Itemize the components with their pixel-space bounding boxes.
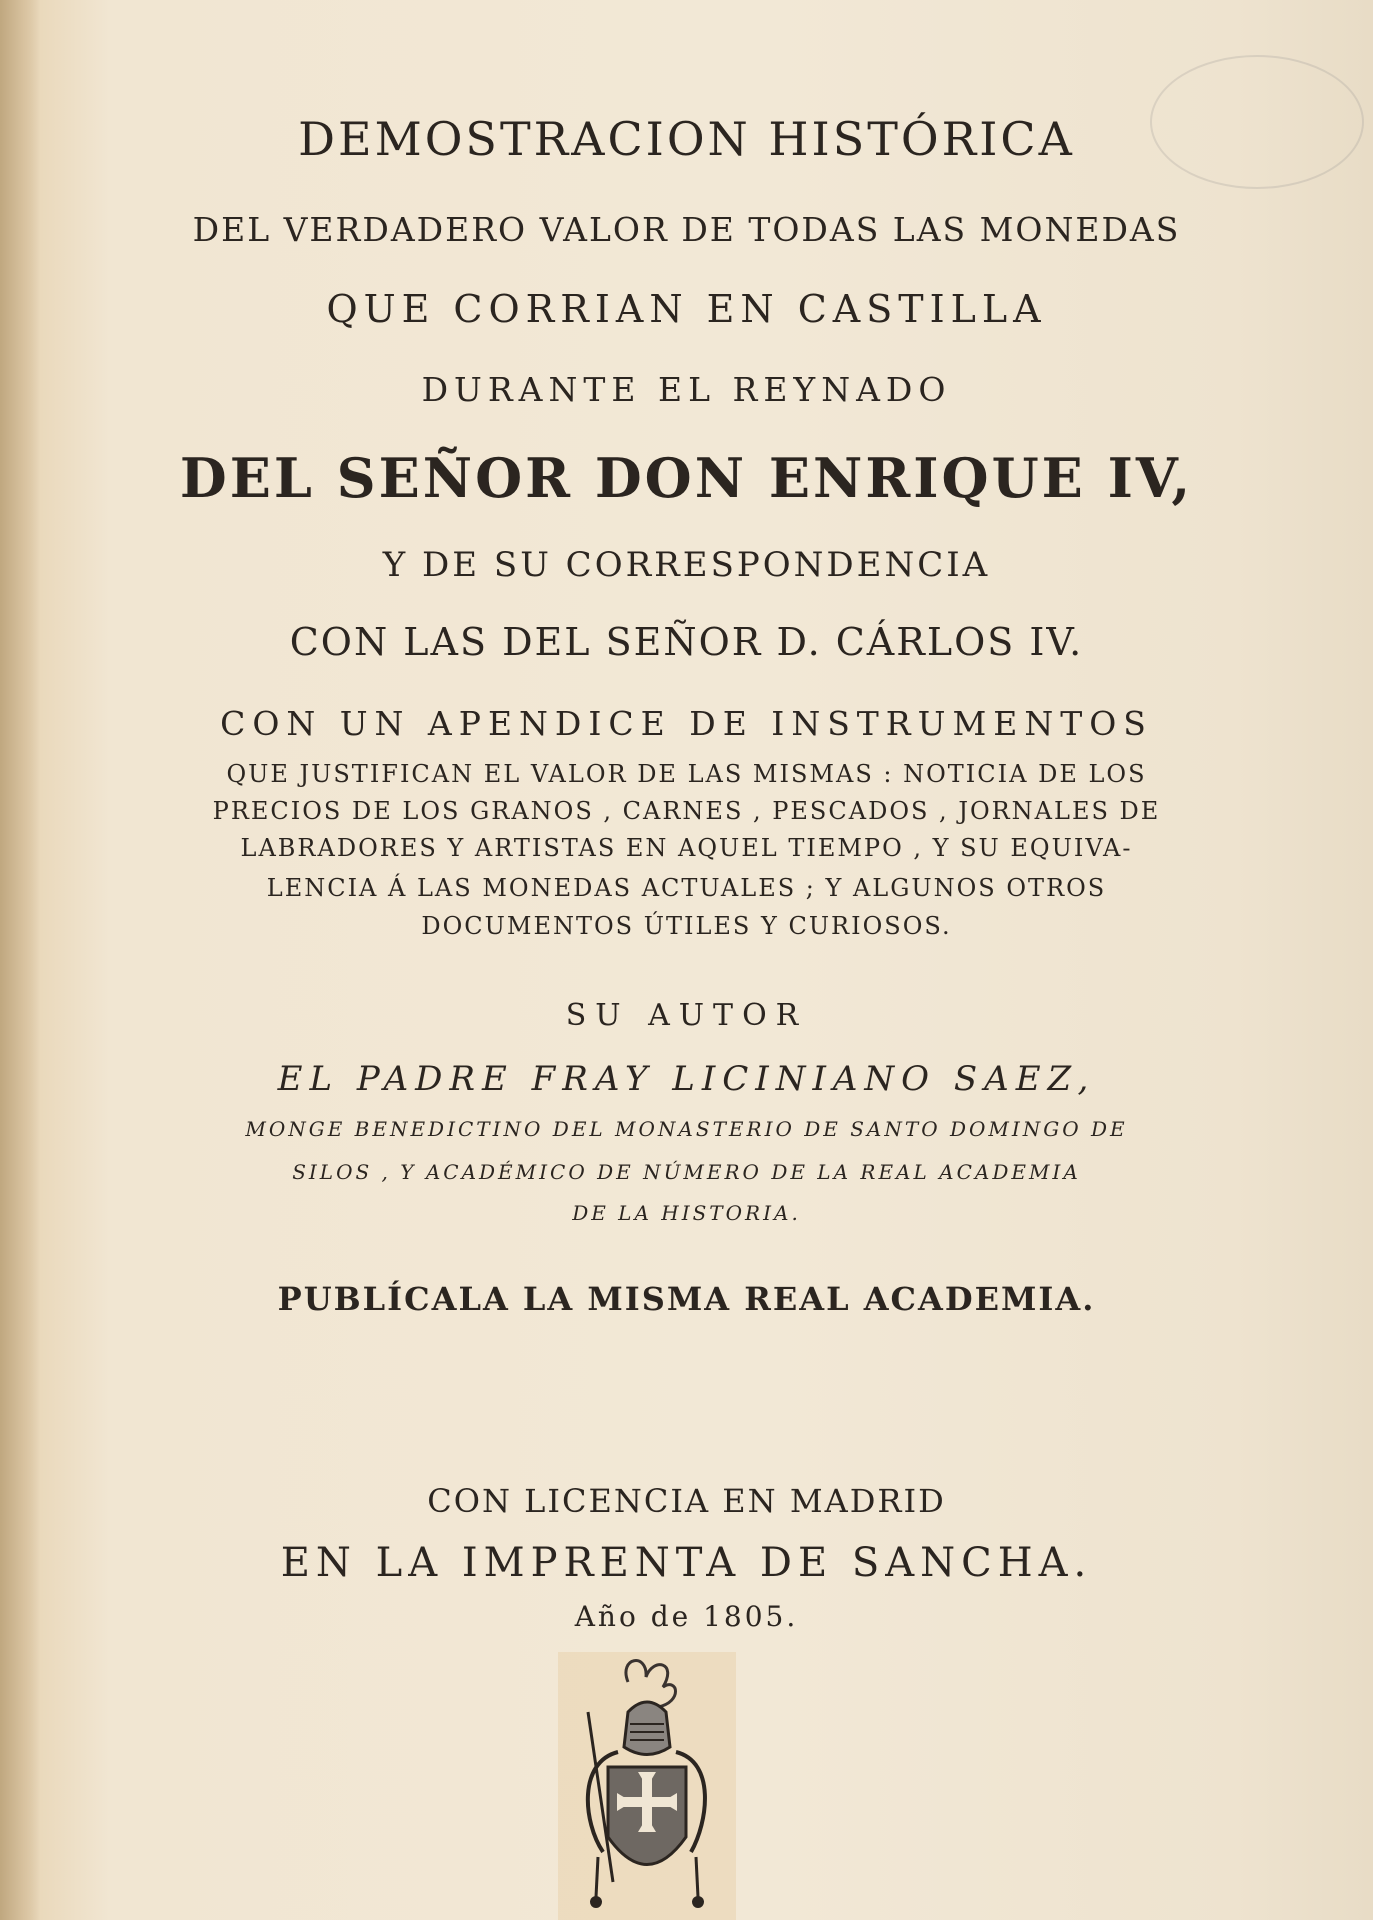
title-line-6: Y DE SU CORRESPONDENCIA [382,545,991,585]
appendix-line: LABRADORES Y ARTISTAS EN AQUEL TIEMPO , Y SU EQUIVA- [240,834,1133,862]
appendix-line: QUE JUSTIFICAN EL VALOR DE LAS MISMAS : NOTICIA DE LOS [226,760,1147,788]
author-description-line: MONGE BENEDICTINO DEL MONASTERIO DE SANTO DOMINGO DE [245,1117,1128,1141]
title-line-3: QUE CORRIAN EN CASTILLA [326,287,1047,331]
title-line-2: DEL VERDADERO VALOR DE TODAS LAS MONEDAS [192,210,1181,249]
appendix-line: PRECIOS DE LOS GRANOS , CARNES , PESCADOS , JORNALES DE [212,797,1161,825]
author-description-line: DE LA HISTORIA. [572,1201,801,1225]
appendix-line: LENCIA Á LAS MONEDAS ACTUALES ; Y ALGUNOS OTROS [266,874,1107,902]
imprint-year: Año de 1805. [574,1600,799,1633]
author-name: EL PADRE FRAY LICINIANO SAEZ, [277,1059,1096,1099]
heraldic-crest-icon [558,1652,736,1920]
publisher-line: PUBLÍCALA LA MISMA REAL ACADEMIA. [277,1280,1096,1318]
author-label: SU AUTOR [565,998,808,1033]
imprint-line-1: CON LICENCIA EN MADRID [427,1482,946,1520]
imprint-line-2: EN LA IMPRENTA DE SANCHA. [280,1540,1093,1586]
title-line-4: DURANTE EL REYNADO [421,370,952,409]
title-line-7: CON LAS DEL SEÑOR D. CÁRLOS IV. [289,620,1084,664]
title-line-1: DEMOSTRACION HISTÓRICA [298,112,1075,166]
author-description-line: SILOS , Y ACADÉMICO DE NÚMERO DE LA REAL ACADEMIA [292,1160,1081,1184]
appendix-heading: CON UN APENDICE DE INSTRUMENTOS [220,704,1153,743]
title-line-5: DEL SEÑOR DON ENRIQUE IV, [179,446,1194,510]
appendix-line: DOCUMENTOS ÚTILES Y CURIOSOS. [421,912,952,940]
